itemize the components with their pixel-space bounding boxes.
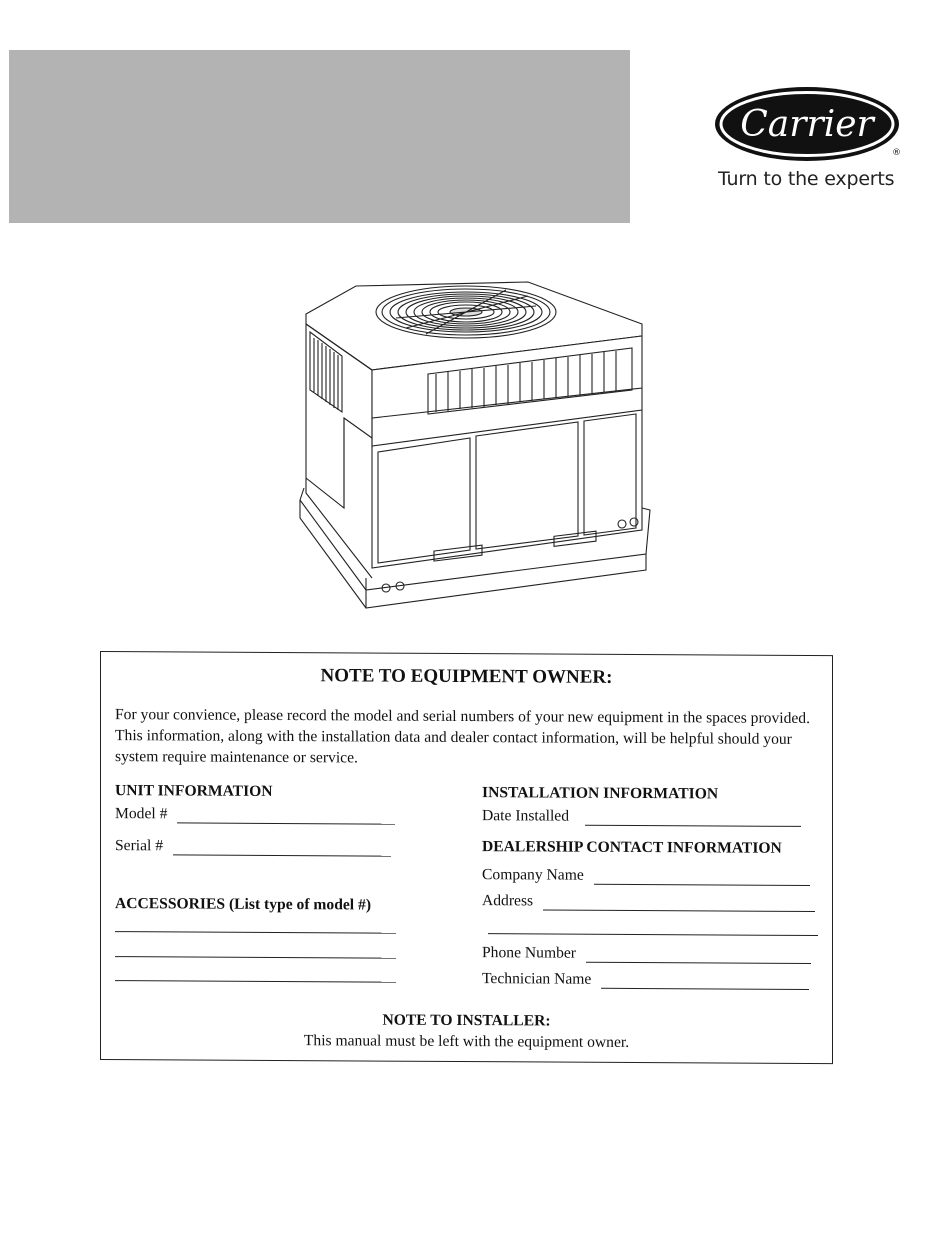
company-field[interactable] — [594, 869, 810, 886]
date-label: Date Installed — [482, 807, 570, 825]
address-row — [482, 892, 815, 912]
model-row — [115, 805, 395, 825]
accessories-heading: ACCESSORIES (List type of model #) — [115, 895, 372, 914]
accessory-field-3[interactable] — [115, 965, 396, 983]
serial-label: Serial # — [115, 837, 164, 855]
serial-field[interactable] — [173, 839, 391, 856]
unit-info-heading: UNIT INFORMATION — [115, 782, 273, 800]
tagline: Turn to the experts — [718, 168, 895, 190]
owner-note-intro: For your convience, please record the model and serial numbers of your new equipment in the spaces provided. This information, along with the installation data and dealer contact information, will be helpful should your system require maintenance or service. — [115, 706, 811, 767]
owner-note-box — [100, 651, 833, 1064]
model-label: Model # — [115, 805, 168, 823]
technician-row — [482, 970, 809, 990]
accessory-field-1[interactable] — [115, 916, 396, 934]
dealership-heading: DEALERSHIP CONTACT INFORMATION — [482, 838, 782, 857]
registered-mark: ® — [892, 148, 901, 158]
company-row — [482, 866, 810, 886]
address-label: Address — [482, 892, 534, 910]
company-label: Company Name — [482, 866, 584, 884]
phone-row — [482, 944, 811, 964]
logo-text: Carrier — [740, 104, 874, 145]
date-row — [482, 807, 801, 827]
packaged-unit-illustration — [296, 278, 652, 614]
date-field[interactable] — [585, 810, 801, 827]
installer-note-title: NOTE TO INSTALLER: — [382, 1011, 551, 1030]
header-band — [9, 50, 630, 223]
installation-info-heading: INSTALLATION INFORMATION — [482, 784, 719, 803]
installer-note-text: This manual must be left with the equipment owner. — [303, 1032, 630, 1051]
technician-label: Technician Name — [482, 970, 592, 988]
address-field-2[interactable] — [488, 918, 818, 936]
phone-field[interactable] — [586, 947, 811, 964]
address-field[interactable] — [543, 894, 815, 912]
owner-note-title: NOTE TO EQUIPMENT OWNER: — [320, 665, 613, 688]
model-field[interactable] — [177, 807, 395, 824]
serial-row — [115, 837, 391, 857]
technician-field[interactable] — [601, 973, 809, 990]
phone-label: Phone Number — [482, 944, 576, 962]
accessory-field-2[interactable] — [115, 941, 396, 959]
